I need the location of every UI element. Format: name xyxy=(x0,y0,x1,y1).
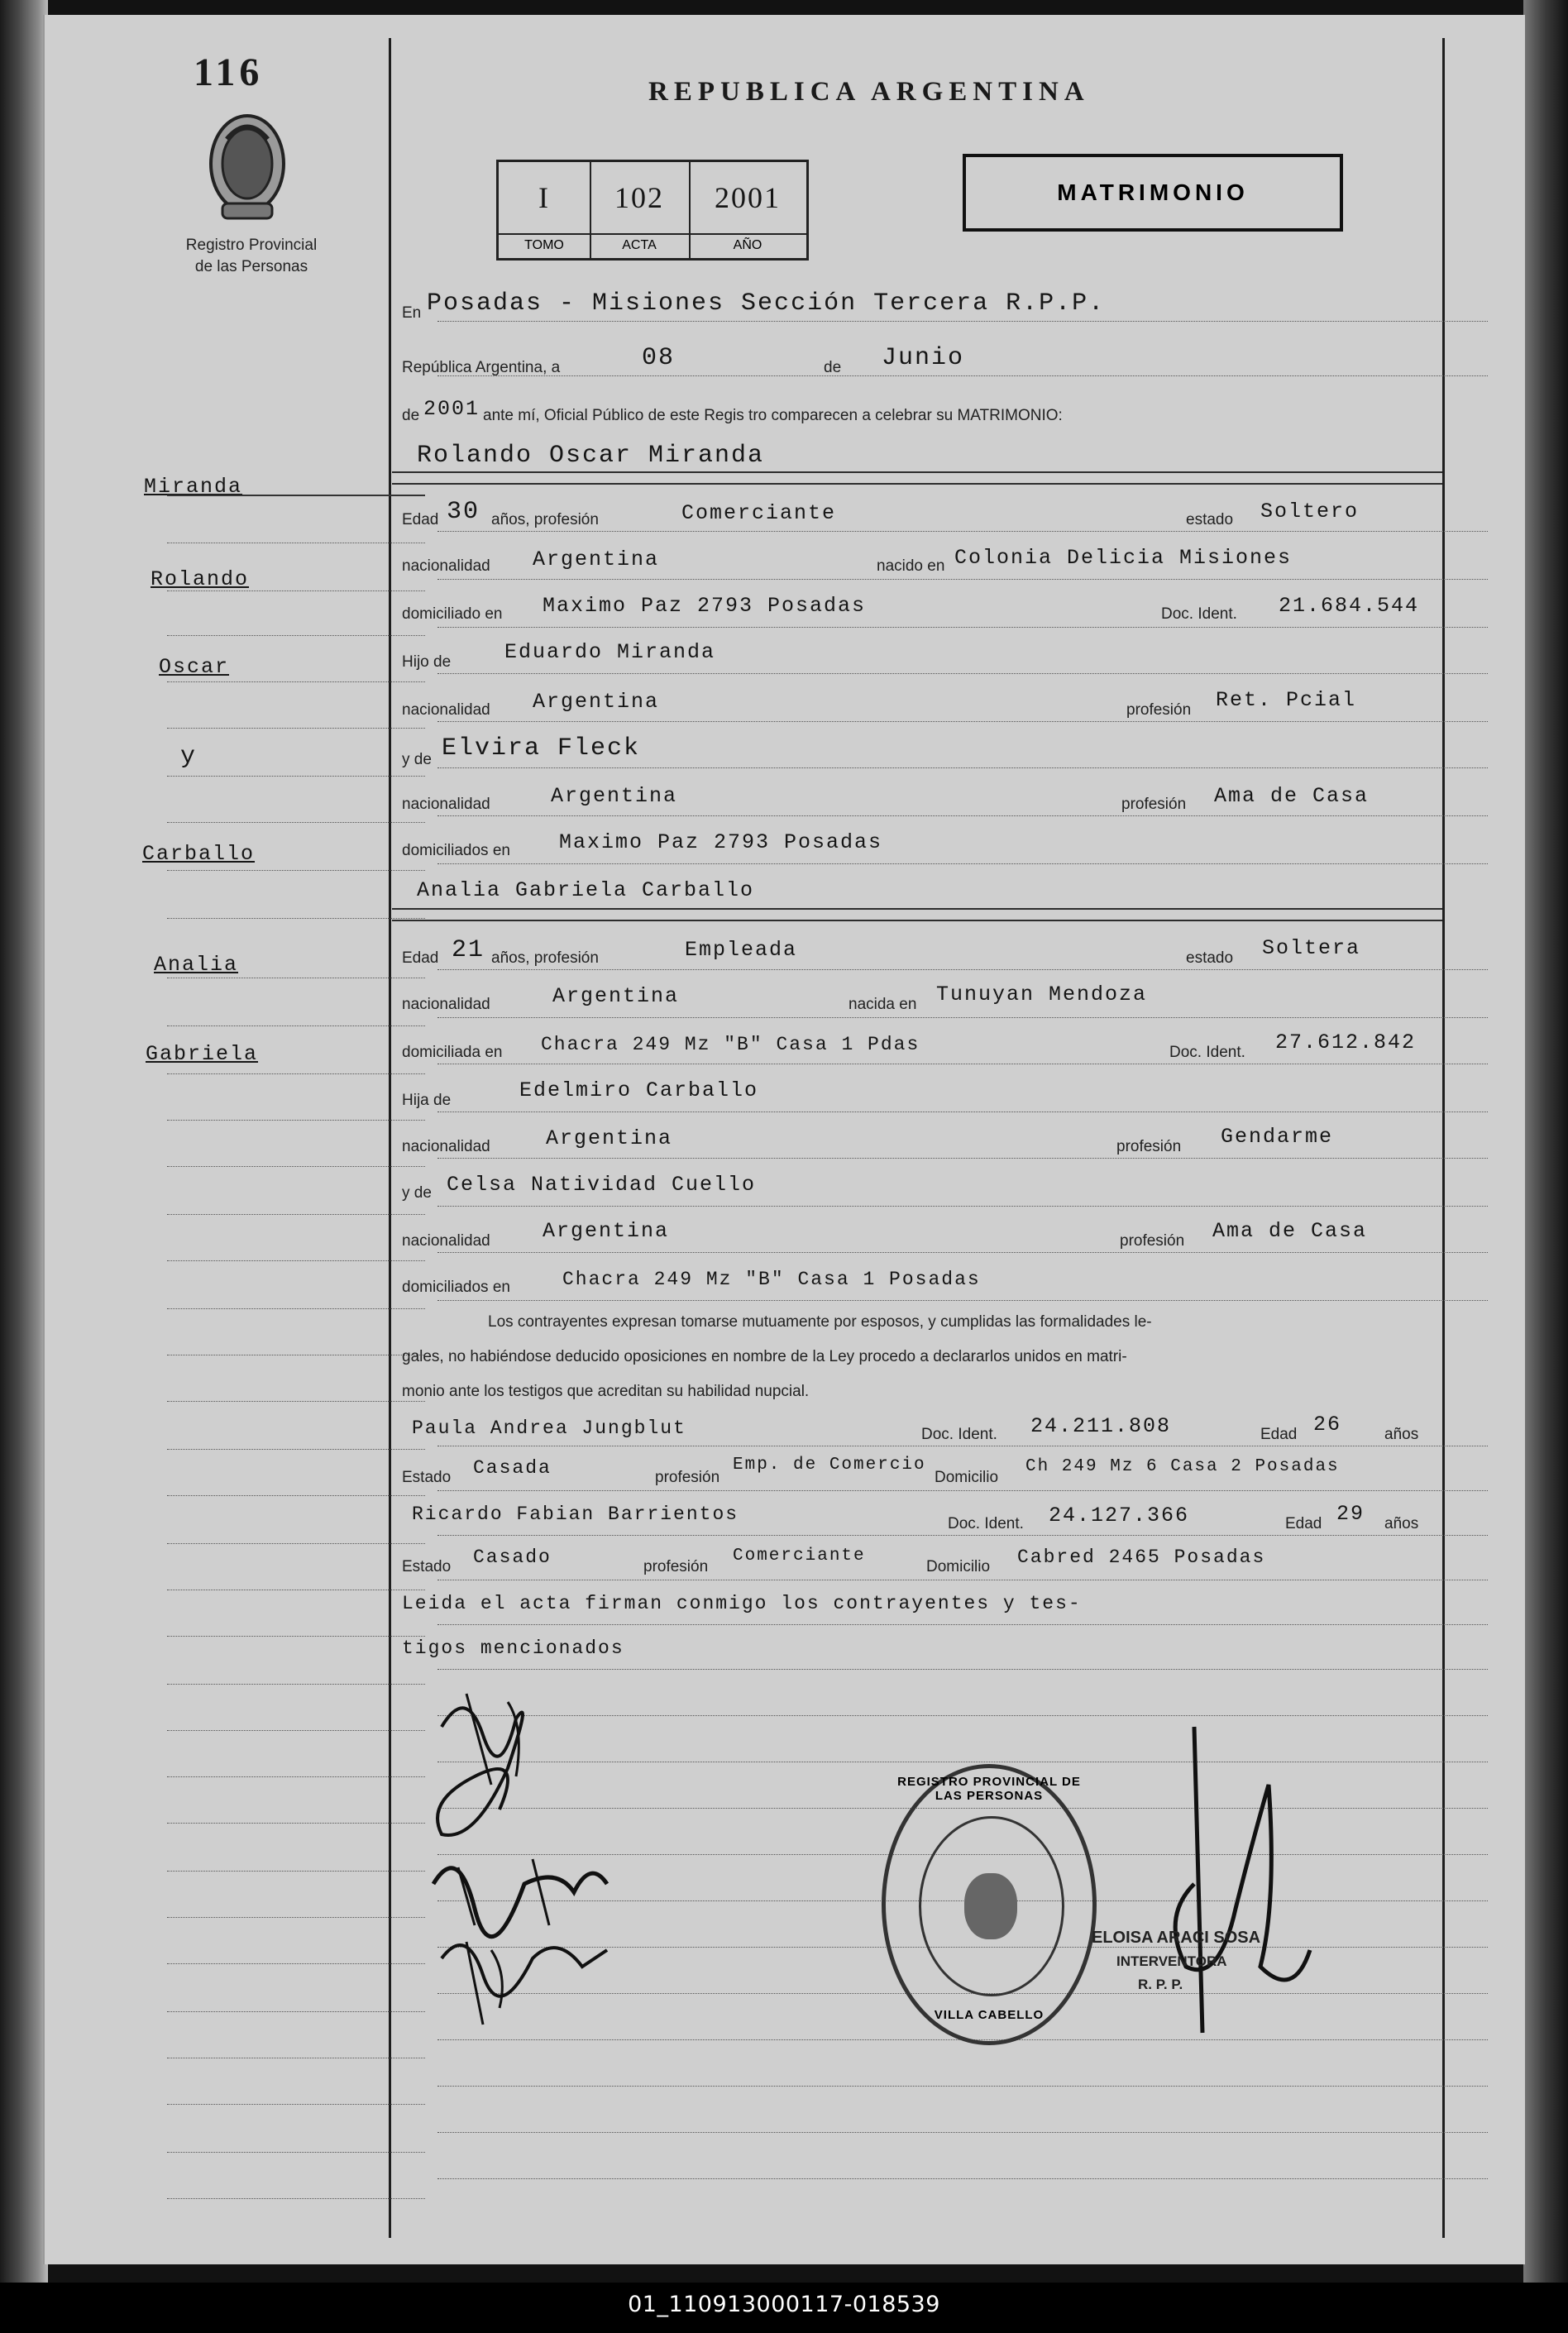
witness2-edad-label: Edad xyxy=(1285,1515,1322,1532)
file-code: 01_110913000117-018539 xyxy=(628,2292,940,2317)
book-page-edge xyxy=(1523,0,1568,2283)
ruled-line xyxy=(167,1590,425,1591)
bride-edad-label: Edad xyxy=(402,949,439,967)
groom-y-de-label: y de xyxy=(402,751,432,768)
ruled-line xyxy=(167,681,425,683)
margin-divider xyxy=(389,38,391,2238)
witness2-profesion-label: profesión xyxy=(643,1558,709,1575)
bride-y-de-label: y de xyxy=(402,1184,432,1202)
ruled-line xyxy=(437,1490,1488,1492)
day-value: 08 xyxy=(642,344,676,372)
section-divider xyxy=(392,908,1442,910)
ruled-line xyxy=(437,2086,1488,2087)
witness2-civil-status: Casado xyxy=(473,1547,552,1568)
ruled-line xyxy=(167,1355,425,1356)
groom-address: Maximo Paz 2793 Posadas xyxy=(543,594,867,618)
ruled-line xyxy=(437,627,1488,629)
witness1-doc-number: 24.211.808 xyxy=(1030,1414,1172,1438)
seal-ring-text: REGISTRO PROVINCIAL DE LAS PERSONAS xyxy=(897,1775,1081,1803)
closing-line2: tigos mencionados xyxy=(402,1637,624,1659)
witness2-estado-label: Estado xyxy=(402,1558,452,1575)
groom-nationality: Argentina xyxy=(533,547,660,571)
witness2-doc-number: 24.127.366 xyxy=(1049,1504,1190,1527)
ruled-line xyxy=(167,1871,425,1872)
ruled-line xyxy=(167,822,425,824)
bride-father-profesion-label: profesión xyxy=(1116,1138,1182,1155)
ruled-line xyxy=(167,1684,425,1685)
witness2-doc-label: Doc. Ident. xyxy=(948,1515,1024,1532)
bride-profession: Empleada xyxy=(685,938,798,962)
registry-seal xyxy=(882,1764,1097,2045)
ruled-line xyxy=(167,2011,425,2013)
ruled-line xyxy=(167,1214,425,1216)
margin-groom-middle: Oscar xyxy=(159,655,230,679)
groom-hijo-label: Hijo de xyxy=(402,653,452,671)
groom-anos-profesion-label: años, profesión xyxy=(491,511,599,528)
witness2-domicilio-label: Domicilio xyxy=(926,1558,991,1575)
bride-address: Chacra 249 Mz "B" Casa 1 Pdas xyxy=(541,1034,920,1055)
ruled-line xyxy=(167,543,425,544)
witness1-edad-label: Edad xyxy=(1260,1426,1298,1443)
ruled-line xyxy=(437,579,1488,581)
en-label: En xyxy=(402,304,422,322)
ruled-line xyxy=(167,635,425,637)
registry-name-line2: de las Personas xyxy=(194,258,308,275)
ruled-line xyxy=(437,1064,1488,1065)
republica-label: República Argentina, a xyxy=(402,359,561,376)
bride-father-nationality: Argentina xyxy=(546,1126,673,1150)
bride-civil-status: Soltera xyxy=(1262,936,1361,960)
groom-age: 30 xyxy=(447,498,480,526)
witness2-address: Cabred 2465 Posadas xyxy=(1017,1547,1266,1568)
ruled-line xyxy=(437,1446,1488,1447)
groom-domiciliado-label: domiciliado en xyxy=(402,605,503,623)
groom-mother-profession: Ama de Casa xyxy=(1214,784,1370,808)
groom-mother-nationality-label: nacionalidad xyxy=(402,796,490,813)
groom-estado-label: estado xyxy=(1186,511,1234,528)
witness2-age: 29 xyxy=(1336,1502,1365,1526)
bride-nacida-label: nacida en xyxy=(849,996,917,1013)
witness2-profession: Comerciante xyxy=(733,1547,866,1566)
ruled-line xyxy=(437,673,1488,675)
ruled-line xyxy=(437,1252,1488,1254)
declaration-line3: monio ante los testigos que acreditan su habilidad nupcial. xyxy=(402,1383,810,1400)
ruled-line xyxy=(167,2152,425,2154)
groom-birthplace: Colonia Delicia Misiones xyxy=(954,546,1293,570)
ruled-line xyxy=(167,1963,425,1965)
ruled-line xyxy=(167,2058,425,2059)
intro-statement: ante mí, Oficial Público de este Regis tro comparecen a celebrar su MATRIMONIO: xyxy=(483,407,1063,424)
seal-inner-ring xyxy=(919,1816,1064,1996)
ruled-line xyxy=(167,1025,425,1027)
seal-town: VILLA CABELLO xyxy=(934,2008,1045,2022)
bride-parents-address: Chacra 249 Mz "B" Casa 1 Posadas xyxy=(562,1269,981,1290)
closing-line1: Leida el acta firman conmigo los contrayentes y tes- xyxy=(402,1593,1082,1614)
place-value: Posadas - Misiones Sección Tercera R.P.P. xyxy=(427,289,1106,318)
ruled-line xyxy=(167,1917,425,1919)
official-office: R. P. P. xyxy=(1138,1977,1183,1992)
year-value: 2001 xyxy=(423,397,480,421)
ruled-line xyxy=(167,1495,425,1497)
witness1-address: Ch 249 Mz 6 Casa 2 Posadas xyxy=(1025,1457,1340,1476)
groom-nacido-label: nacido en xyxy=(877,557,945,575)
acta-cell xyxy=(590,162,691,258)
ruled-line xyxy=(167,1260,425,1262)
year-prefix-label: de xyxy=(402,407,420,424)
ano-label: AÑO xyxy=(689,233,806,253)
coat-of-arms-icon xyxy=(202,106,293,230)
ruled-line xyxy=(167,1776,425,1778)
acta-value: 102 xyxy=(614,181,664,214)
bride-father-name: Edelmiro Carballo xyxy=(519,1078,759,1102)
country-heading: REPUBLICA ARGENTINA xyxy=(648,77,1090,107)
bride-age: 21 xyxy=(452,936,485,964)
groom-parents-domicile-label: domiciliados en xyxy=(402,842,510,859)
declaration-line1: Los contrayentes expresan tomarse mutuamente por esposos, y cumplidas las formalidades le- xyxy=(488,1313,1152,1331)
ruled-line xyxy=(437,1158,1488,1159)
groom-father-name: Eduardo Miranda xyxy=(504,640,716,664)
ruled-line xyxy=(437,1017,1488,1019)
witness1-civil-status: Casada xyxy=(473,1457,552,1479)
bride-nacionalidad-label: nacionalidad xyxy=(402,996,490,1013)
witness1-domicilio-label: Domicilio xyxy=(935,1469,999,1486)
bride-mother-profession: Ama de Casa xyxy=(1212,1219,1368,1243)
declaration-line2: gales, no habiéndose deducido oposiciones en nombre de la Ley procedo a declararlos unidos en matri- xyxy=(402,1348,1127,1365)
ruled-line xyxy=(437,767,1488,769)
groom-parents-address: Maximo Paz 2793 Posadas xyxy=(559,830,883,854)
ruled-line xyxy=(167,870,425,872)
book-binding-edge xyxy=(0,0,48,2283)
ruled-line xyxy=(437,1669,1488,1671)
bride-father-profession: Gendarme xyxy=(1221,1125,1334,1149)
tomo-value: I xyxy=(538,181,550,214)
margin-groom-surname: Miranda xyxy=(144,475,243,499)
ruled-line xyxy=(167,1166,425,1168)
ruled-line xyxy=(167,1073,425,1075)
bride-anos-profesion-label: años, profesión xyxy=(491,949,599,967)
ruled-line xyxy=(167,2198,425,2200)
margin-groom-first: Rolando xyxy=(151,567,250,591)
groom-civil-status: Soltero xyxy=(1260,500,1360,523)
bride-birthplace: Tunuyan Mendoza xyxy=(936,982,1148,1006)
bride-mother-nationality-label: nacionalidad xyxy=(402,1232,490,1250)
ruled-line xyxy=(167,918,425,920)
de-label: de xyxy=(824,359,842,376)
bride-domiciliada-label: domiciliada en xyxy=(402,1044,503,1061)
witness1-anos-label: años xyxy=(1384,1426,1419,1443)
ruled-line xyxy=(167,2104,425,2106)
registry-name-line1: Registro Provincial xyxy=(185,237,318,254)
ruled-line xyxy=(167,776,425,777)
ruled-line xyxy=(167,978,425,979)
witness1-doc-label: Doc. Ident. xyxy=(921,1426,997,1443)
ruled-line xyxy=(437,2178,1488,2180)
bride-hija-label: Hija de xyxy=(402,1092,452,1109)
margin-bride-first: Analia xyxy=(154,953,239,977)
ano-value: 2001 xyxy=(715,181,781,214)
groom-mother-name: Elvira Fleck xyxy=(442,734,641,763)
margin-bride-surname: Carballo xyxy=(142,842,256,866)
bride-mother-name: Celsa Natividad Cuello xyxy=(447,1173,757,1197)
bride-doc-label: Doc. Ident. xyxy=(1169,1044,1245,1061)
official-name: ELOISA ARACI SOSA xyxy=(1092,1929,1261,1947)
groom-father-profession: Ret. Pcial xyxy=(1216,688,1357,712)
ruled-line xyxy=(167,1308,425,1310)
witness1-profesion-label: profesión xyxy=(655,1469,720,1486)
bride-mother-profesion-label: profesión xyxy=(1120,1232,1185,1250)
ruled-line xyxy=(437,863,1488,865)
groom-father-nationality: Argentina xyxy=(533,690,660,714)
record-type-box: MATRIMONIO xyxy=(963,154,1343,232)
groom-father-nationality-label: nacionalidad xyxy=(402,701,490,719)
month-value: Junio xyxy=(882,344,965,372)
witness1-age: 26 xyxy=(1313,1413,1342,1437)
witness2-name: Ricardo Fabian Barrientos xyxy=(412,1504,739,1525)
groom-doc-label: Doc. Ident. xyxy=(1161,605,1237,623)
ruled-line xyxy=(167,1730,425,1732)
tomo-cell xyxy=(499,162,591,258)
ruled-line xyxy=(437,1300,1488,1302)
bride-parents-domicile-label: domiciliados en xyxy=(402,1279,510,1296)
ruled-line xyxy=(167,1449,425,1451)
ruled-line xyxy=(437,321,1488,323)
bride-estado-label: estado xyxy=(1186,949,1234,967)
ruled-line xyxy=(167,1543,425,1545)
ruled-line xyxy=(437,1206,1488,1207)
witness1-estado-label: Estado xyxy=(402,1469,452,1486)
acta-label: ACTA xyxy=(590,233,689,253)
margin-bride-middle: Gabriela xyxy=(146,1042,259,1066)
ruled-line xyxy=(437,815,1488,817)
groom-nacionalidad-label: nacionalidad xyxy=(402,557,490,575)
groom-profession: Comerciante xyxy=(681,501,837,525)
groom-father-profesion-label: profesión xyxy=(1126,701,1192,719)
groom-mother-profesion-label: profesión xyxy=(1121,796,1187,813)
ruled-line xyxy=(437,531,1488,533)
registration-box xyxy=(496,160,809,261)
groom-full-name: Rolando Oscar Miranda xyxy=(417,442,765,470)
groom-doc-number: 21.684.544 xyxy=(1279,594,1420,618)
register-page xyxy=(43,15,1525,2264)
bride-mother-nationality: Argentina xyxy=(543,1219,670,1243)
bride-full-name: Analia Gabriela Carballo xyxy=(417,878,755,902)
right-border xyxy=(1442,38,1445,2238)
page-number: 116 xyxy=(194,50,264,94)
signatures-scribbles xyxy=(409,1677,657,2041)
ruled-line xyxy=(437,1535,1488,1537)
witness1-profession: Emp. de Comercio xyxy=(733,1456,926,1475)
ruled-line xyxy=(437,1112,1488,1113)
ruled-line xyxy=(437,375,1488,377)
ruled-line xyxy=(167,1636,425,1637)
tomo-label: TOMO xyxy=(499,233,590,253)
ruled-line xyxy=(167,728,425,729)
ano-cell xyxy=(689,162,806,258)
bride-nationality: Argentina xyxy=(552,984,680,1008)
section-divider xyxy=(392,471,1442,473)
seal-portrait-icon xyxy=(964,1873,1017,1939)
section-divider xyxy=(392,483,1442,485)
section-divider xyxy=(392,920,1442,921)
ruled-line xyxy=(167,495,425,497)
ruled-line xyxy=(437,969,1488,971)
ruled-line xyxy=(437,721,1488,723)
ruled-line xyxy=(437,2132,1488,2134)
official-signature xyxy=(1145,1702,1335,2049)
ruled-line xyxy=(437,1580,1488,1581)
ruled-line xyxy=(167,1823,425,1824)
margin-separator: y xyxy=(180,743,198,771)
groom-edad-label: Edad xyxy=(402,511,439,528)
ruled-line xyxy=(167,1401,425,1403)
witness2-anos-label: años xyxy=(1384,1515,1419,1532)
official-title: INTERVENTORA xyxy=(1116,1953,1227,1969)
witness1-name: Paula Andrea Jungblut xyxy=(412,1417,686,1439)
ruled-line xyxy=(167,1120,425,1121)
ruled-line xyxy=(167,590,425,592)
groom-mother-nationality: Argentina xyxy=(551,784,678,808)
bride-father-nationality-label: nacionalidad xyxy=(402,1138,490,1155)
ruled-line xyxy=(437,1624,1488,1626)
bride-doc-number: 27.612.842 xyxy=(1275,1030,1417,1054)
